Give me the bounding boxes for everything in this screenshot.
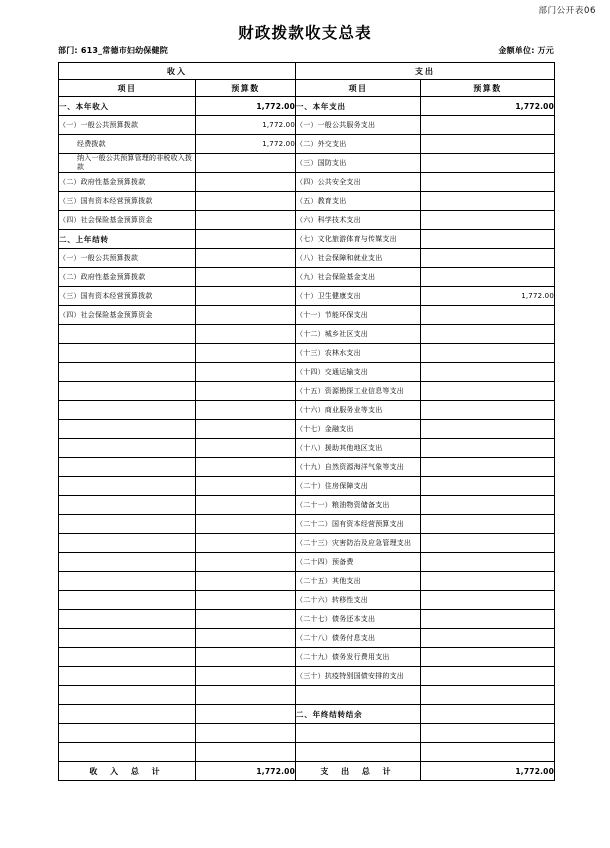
grand-total-row [59, 762, 555, 781]
expense-item-value [421, 477, 555, 496]
income-item-value [196, 306, 296, 325]
income-item-label [59, 648, 196, 667]
income-item-value [196, 743, 296, 762]
table-row [59, 439, 555, 458]
income-item-label [59, 382, 196, 401]
income-total-value: 1,772.00 [196, 762, 296, 781]
expense-item-label: （二十二）国有资本经营预算支出 [296, 515, 421, 534]
income-item-label: （二）政府性基金预算拨款 [59, 173, 196, 192]
amount-unit-note: 金额单位: 万元 [498, 46, 554, 55]
expense-item-label: （二十七）债务还本支出 [296, 610, 421, 629]
group-header-expense: 支出 [296, 63, 555, 80]
table-row [59, 610, 555, 629]
expense-item-value: 1,772.00 [421, 97, 555, 116]
expense-item-value [421, 401, 555, 420]
expense-item-label: （十七）金融支出 [296, 420, 421, 439]
expense-item-value [421, 496, 555, 515]
col-header-income-item: 项目 [59, 80, 196, 97]
table-row [59, 553, 555, 572]
expense-item-value [421, 515, 555, 534]
income-item-value [196, 477, 296, 496]
income-item-label [59, 591, 196, 610]
expense-item-value [421, 648, 555, 667]
table-row [59, 705, 555, 724]
income-item-value [196, 705, 296, 724]
expense-item-value [421, 705, 555, 724]
table-row [59, 667, 555, 686]
table-row [59, 724, 555, 743]
income-item-value [196, 515, 296, 534]
expense-item-value [421, 192, 555, 211]
income-item-label: （三）国有资本经营预算拨款 [59, 287, 196, 306]
income-item-label [59, 344, 196, 363]
income-item-value [196, 325, 296, 344]
table-row [59, 572, 555, 591]
income-item-label [59, 439, 196, 458]
expense-item-value [421, 629, 555, 648]
table-row [59, 154, 555, 173]
table-row [59, 382, 555, 401]
table-row [59, 458, 555, 477]
income-total-label: 收 入 总 计 [59, 762, 196, 781]
expense-item-value [421, 534, 555, 553]
expense-item-value [421, 306, 555, 325]
expense-item-value [421, 743, 555, 762]
expense-item-label: （二十六）转移性支出 [296, 591, 421, 610]
expense-item-label: （七）文化旅游体育与传媒支出 [296, 230, 421, 249]
table-row [59, 629, 555, 648]
income-item-label [59, 686, 196, 705]
expense-item-label: （十三）农林水支出 [296, 344, 421, 363]
expense-item-value: 1,772.00 [421, 287, 555, 306]
income-item-value [196, 686, 296, 705]
income-item-label [59, 724, 196, 743]
income-item-value [196, 230, 296, 249]
expense-item-label: （五）教育支出 [296, 192, 421, 211]
income-item-value [196, 287, 296, 306]
expense-item-label: （十八）援助其他地区支出 [296, 439, 421, 458]
table-row [59, 496, 555, 515]
expense-total-value: 1,772.00 [421, 762, 555, 781]
table-row [59, 97, 555, 116]
expense-item-label: （二）外交支出 [296, 135, 421, 154]
document-meta-row [58, 45, 554, 59]
expense-item-label: （六）科学技术支出 [296, 211, 421, 230]
expense-item-value [421, 439, 555, 458]
income-item-value [196, 268, 296, 287]
expense-item-label: （二十九）债务发行费用支出 [296, 648, 421, 667]
table-row [59, 344, 555, 363]
income-item-label: （二）政府性基金预算拨款 [59, 268, 196, 287]
table-row [59, 686, 555, 705]
expense-item-label: （二十五）其他支出 [296, 572, 421, 591]
income-item-label: 经费拨款 [59, 135, 196, 154]
income-item-label: （四）社会保险基金预算资金 [59, 211, 196, 230]
expense-item-label: （十九）自然资源海洋气象等支出 [296, 458, 421, 477]
table-row [59, 211, 555, 230]
income-item-label [59, 553, 196, 572]
income-item-value [196, 648, 296, 667]
income-item-label [59, 667, 196, 686]
expense-item-value [421, 382, 555, 401]
table-row [59, 401, 555, 420]
income-item-value [196, 439, 296, 458]
department-value: 613_常德市妇幼保健院 [80, 46, 168, 55]
expense-item-label: （一）一般公共服务支出 [296, 116, 421, 135]
income-item-value [196, 458, 296, 477]
income-item-value [196, 211, 296, 230]
table-row [59, 230, 555, 249]
income-item-value [196, 344, 296, 363]
income-item-label [59, 477, 196, 496]
table-row [59, 192, 555, 211]
expense-item-label [296, 686, 421, 705]
page-title: 财政拨款收支总表 [238, 24, 372, 42]
expense-item-label: （十五）资源勘探工业信息等支出 [296, 382, 421, 401]
table-header [59, 63, 555, 97]
income-item-label: 纳入一般公共预算管理的非税收入拨款 [59, 154, 196, 173]
income-item-label: （三）国有资本经营预算拨款 [59, 192, 196, 211]
expense-item-label [296, 724, 421, 743]
table-row [59, 363, 555, 382]
income-item-label [59, 363, 196, 382]
table-row [59, 648, 555, 667]
expense-item-label: （十六）商业服务业等支出 [296, 401, 421, 420]
expense-item-value [421, 553, 555, 572]
table-row [59, 268, 555, 287]
financial-allocation-table [58, 62, 555, 781]
income-item-value [196, 249, 296, 268]
expense-item-value [421, 458, 555, 477]
group-header-income: 收入 [59, 63, 296, 80]
income-item-label [59, 629, 196, 648]
expense-item-value [421, 572, 555, 591]
expense-item-label: （二十八）债务付息支出 [296, 629, 421, 648]
form-code-label: 部门公开表06 [538, 6, 596, 16]
expense-item-value [421, 667, 555, 686]
expense-item-value [421, 610, 555, 629]
table-row [59, 515, 555, 534]
income-item-label [59, 610, 196, 629]
income-item-value [196, 572, 296, 591]
income-item-value: 1,772.00 [196, 135, 296, 154]
expense-item-label: （二十）住房保障支出 [296, 477, 421, 496]
col-header-income-budget: 预算数 [196, 80, 296, 97]
income-item-label [59, 515, 196, 534]
expense-item-value [421, 211, 555, 230]
table-row [59, 477, 555, 496]
income-item-label: （一）一般公共预算拨款 [59, 249, 196, 268]
income-item-value: 1,772.00 [196, 97, 296, 116]
income-item-value [196, 591, 296, 610]
table-row [59, 420, 555, 439]
expense-item-label [296, 743, 421, 762]
expense-item-value [421, 268, 555, 287]
expense-item-label: 二、年终结转结余 [296, 705, 421, 724]
income-item-value [196, 724, 296, 743]
income-item-label [59, 534, 196, 553]
income-item-label: （一）一般公共预算拨款 [59, 116, 196, 135]
col-header-expense-item: 项目 [296, 80, 421, 97]
expense-item-value [421, 249, 555, 268]
table-row [59, 591, 555, 610]
expense-item-label: （三）国防支出 [296, 154, 421, 173]
income-item-value [196, 496, 296, 515]
expense-item-label: （十二）城乡社区支出 [296, 325, 421, 344]
expense-item-value [421, 135, 555, 154]
expense-item-value [421, 686, 555, 705]
income-item-value [196, 154, 296, 173]
income-item-value [196, 667, 296, 686]
expense-item-value [421, 154, 555, 173]
income-item-label [59, 325, 196, 344]
expense-item-value [421, 591, 555, 610]
income-item-label [59, 705, 196, 724]
expense-item-value [421, 724, 555, 743]
expense-item-value [421, 325, 555, 344]
expense-item-label: （十一）节能环保支出 [296, 306, 421, 325]
income-item-value [196, 192, 296, 211]
income-item-value: 1,772.00 [196, 116, 296, 135]
income-item-label [59, 458, 196, 477]
table-row [59, 116, 555, 135]
expense-item-value [421, 363, 555, 382]
income-item-value [196, 534, 296, 553]
table-row [59, 306, 555, 325]
expense-item-label: （十四）交通运输支出 [296, 363, 421, 382]
income-item-label: 二、上年结转 [59, 230, 196, 249]
expense-item-label: 一、本年支出 [296, 97, 421, 116]
expense-item-label: （四）公共安全支出 [296, 173, 421, 192]
income-item-label [59, 401, 196, 420]
expense-item-value [421, 420, 555, 439]
expense-item-label: （八）社会保障和就业支出 [296, 249, 421, 268]
income-item-value [196, 629, 296, 648]
expense-item-value [421, 230, 555, 249]
income-item-label [59, 572, 196, 591]
department-info [58, 45, 168, 56]
expense-item-value [421, 344, 555, 363]
expense-item-label: （十）卫生健康支出 [296, 287, 421, 306]
income-item-label [59, 420, 196, 439]
income-item-label [59, 743, 196, 762]
income-item-label: 一、本年收入 [59, 97, 196, 116]
table-row [59, 135, 555, 154]
sub-header-row [59, 80, 555, 97]
expense-item-value [421, 173, 555, 192]
table-row [59, 325, 555, 344]
group-header-row [59, 63, 555, 80]
income-item-value [196, 173, 296, 192]
expense-item-label: （二十四）预备费 [296, 553, 421, 572]
table-row [59, 743, 555, 762]
income-item-value [196, 363, 296, 382]
income-item-value [196, 420, 296, 439]
expense-item-label: （二十一）粮油物资储备支出 [296, 496, 421, 515]
table-body [59, 97, 555, 762]
income-item-label: （四）社会保险基金预算资金 [59, 306, 196, 325]
table-footer [59, 762, 555, 781]
expense-item-label: （三十）抗疫特别国债安排的支出 [296, 667, 421, 686]
income-item-value [196, 553, 296, 572]
col-header-expense-budget: 预算数 [421, 80, 555, 97]
income-item-value [196, 382, 296, 401]
table-row [59, 287, 555, 306]
table-row [59, 534, 555, 553]
income-item-value [196, 401, 296, 420]
income-item-value [196, 610, 296, 629]
expense-item-value [421, 116, 555, 135]
department-label: 部门: [58, 46, 78, 55]
expense-total-label: 支 出 总 计 [296, 762, 421, 781]
expense-item-label: （二十三）灾害防治及应急管理支出 [296, 534, 421, 553]
table-row [59, 249, 555, 268]
table-row [59, 173, 555, 192]
expense-item-label: （九）社会保险基金支出 [296, 268, 421, 287]
income-item-label [59, 496, 196, 515]
